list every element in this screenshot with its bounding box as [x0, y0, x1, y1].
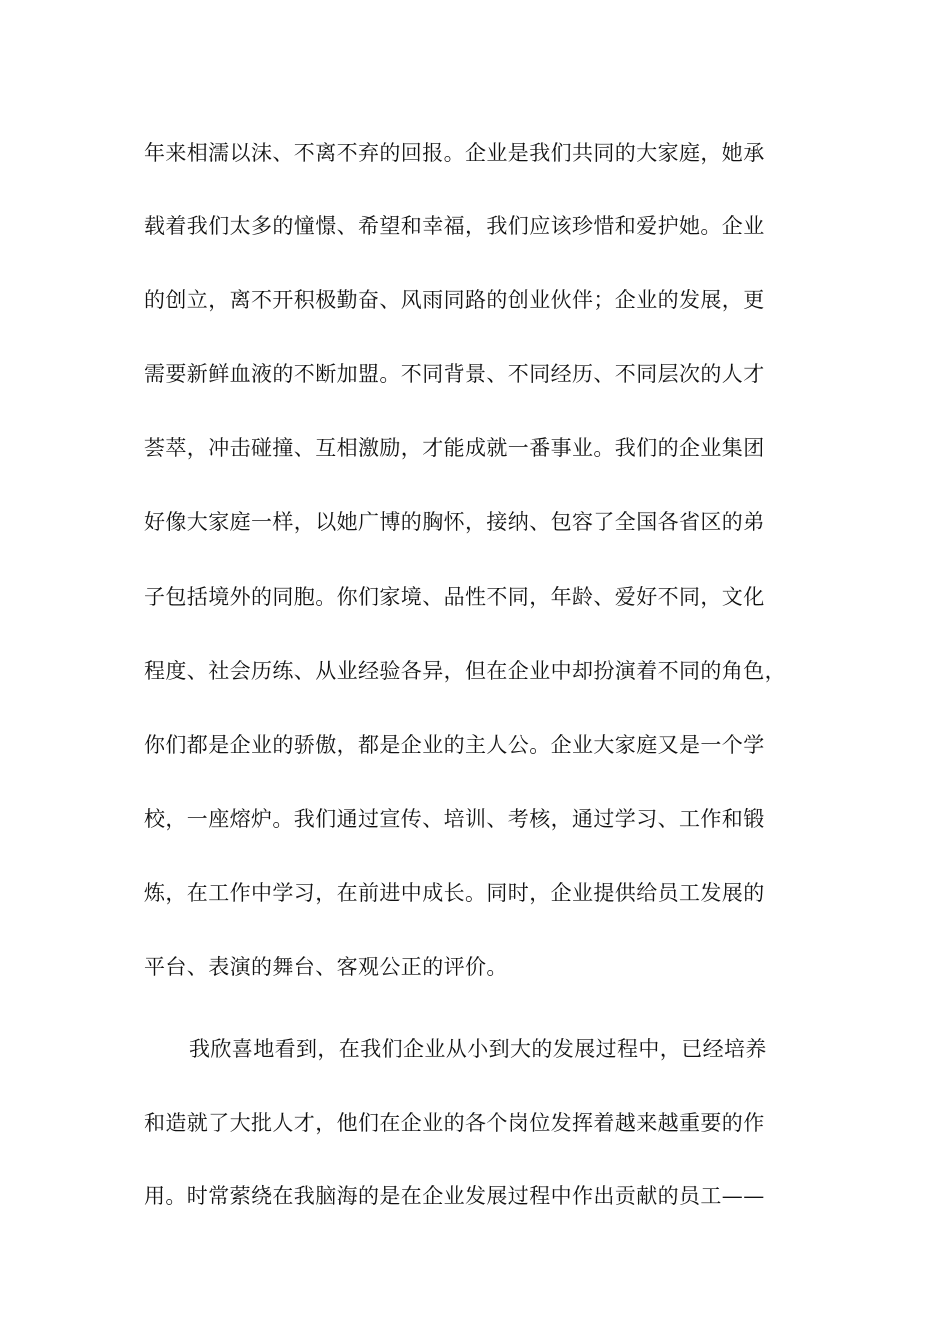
paragraph-1-line-11: 炼，在工作中学习，在前进中成长。同时，企业提供给员工发展的: [144, 881, 765, 905]
paragraph-1-line-5: 荟萃，冲击碰撞、互相激励，才能成就一番事业。我们的企业集团: [144, 436, 765, 460]
paragraph-1-line-6: 好像大家庭一样，以她广博的胸怀，接纳、包容了全国各省区的弟: [144, 510, 765, 534]
paragraph-1-line-3: 的创立，离不开积极勤奋、风雨同路的创业伙伴；企业的发展，更: [144, 288, 765, 312]
paragraph-1-line-12: 平台、表演的舞台、客观公正的评价。: [144, 955, 508, 979]
paragraph-1-line-1: 年来相濡以沫、不离不弃的回报。企业是我们共同的大家庭，她承: [144, 141, 765, 165]
paragraph-1-line-8: 程度、社会历练、从业经验各异，但在企业中却扮演着不同的角色，: [144, 659, 786, 683]
paragraph-2-line-3: 用。时常萦绕在我脑海的是在企业发展过程中作出贡献的员工——: [144, 1184, 765, 1208]
paragraph-2-line-1: 我欣喜地看到，在我们企业从小到大的发展过程中，已经培养: [189, 1037, 767, 1061]
paragraph-1-line-9: 你们都是企业的骄傲，都是企业的主人公。企业大家庭又是一个学: [144, 733, 765, 757]
paragraph-2-line-2: 和造就了大批人才，他们在企业的各个岗位发挥着越来越重要的作: [144, 1111, 765, 1135]
paragraph-1-line-4: 需要新鲜血液的不断加盟。不同背景、不同经历、不同层次的人才: [144, 362, 765, 386]
paragraph-1-line-7: 子包括境外的同胞。你们家境、品性不同，年龄、爱好不同，文化: [144, 585, 765, 609]
paragraph-1-line-2: 载着我们太多的憧憬、希望和幸福，我们应该珍惜和爱护她。企业: [144, 214, 765, 238]
paragraph-1-line-10: 校，一座熔炉。我们通过宣传、培训、考核，通过学习、工作和锻: [144, 807, 765, 831]
